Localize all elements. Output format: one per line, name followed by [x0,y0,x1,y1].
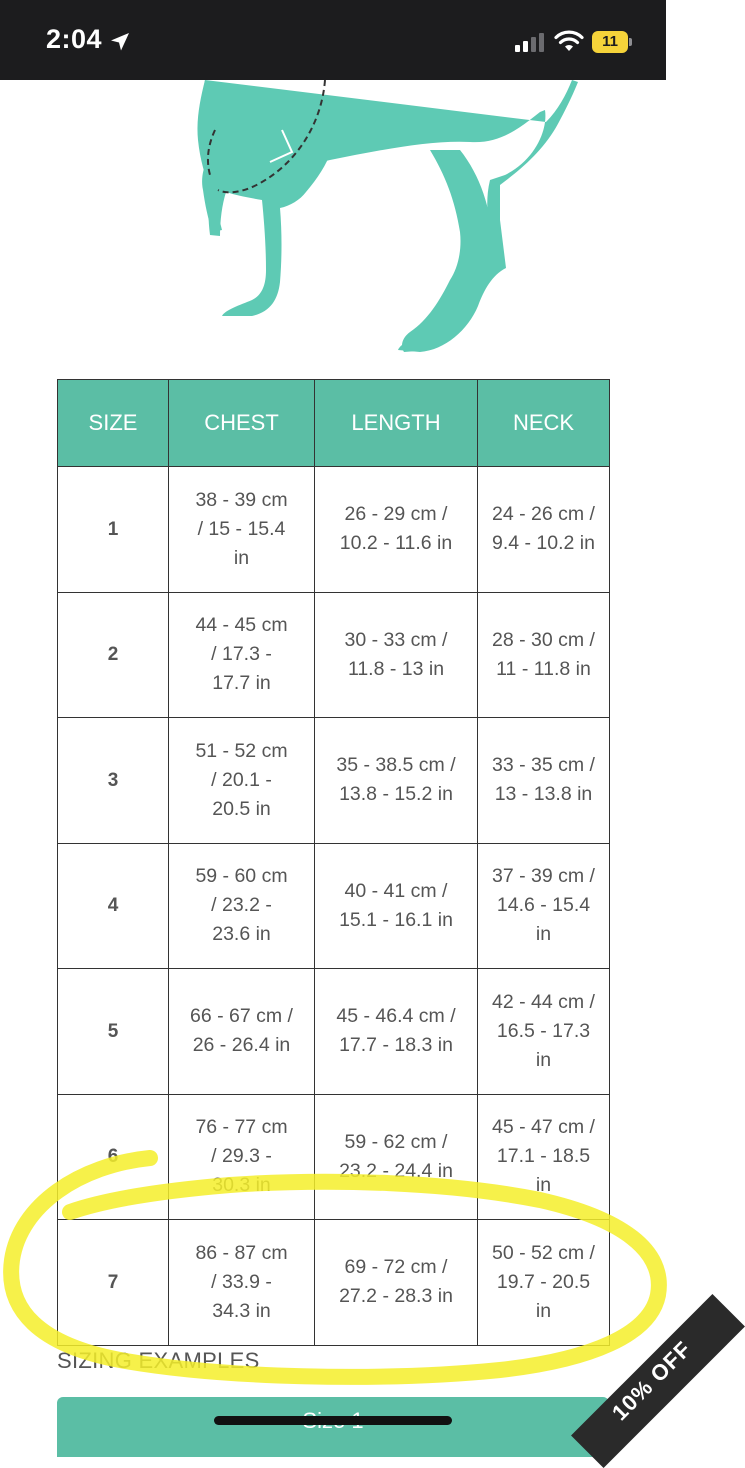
neck-value: 45 - 47 cm / 17.1 - 18.5 in [492,1116,595,1197]
size-cell: 5 [58,969,169,1095]
size-1-button[interactable] [57,1397,609,1457]
chest-value: 38 - 39 cm / 15 - 15.4 in [195,488,288,569]
chest-cell [169,969,315,1095]
header-size: SIZE [58,380,169,467]
header-chest: CHEST [169,380,315,467]
size-cell: 4 [58,843,169,969]
table-row [58,1220,610,1346]
size-chart-table [57,379,610,1346]
length-value: 40 - 41 cm / 15.1 - 16.1 in [339,879,453,931]
sizing-examples-heading: SIZING EXAMPLES [57,1348,260,1373]
status-time: 2:04 [46,24,103,54]
table-row [58,467,610,593]
length-value: 35 - 38.5 cm / 13.8 - 15.2 in [336,754,456,806]
chest-cell [169,1220,315,1346]
neck-cell [478,969,610,1095]
neck-value: 50 - 52 cm / 19.7 - 20.5 in [492,1241,595,1322]
neck-cell [478,718,610,844]
chest-cell [169,467,315,593]
header-neck: NECK [478,380,610,467]
discount-ribbon-text: 10% OFF [607,1336,697,1426]
neck-cell [478,592,610,718]
neck-value: 24 - 26 cm / 9.4 - 10.2 in [492,503,595,555]
length-cell [315,1094,478,1220]
chest-cell [169,843,315,969]
battery-level: 11 [602,33,618,50]
location-arrow-icon [108,30,132,54]
length-value: 26 - 29 cm / 10.2 - 11.6 in [339,503,453,555]
length-cell [315,843,478,969]
chest-value: 76 - 77 cm / 29.3 - 30.3 in [195,1116,288,1197]
size-cell: 7 [58,1220,169,1346]
status-bar [0,0,666,80]
wifi-icon [554,30,584,54]
length-cell [315,718,478,844]
table-row [58,843,610,969]
size-cell: 3 [58,718,169,844]
battery-charging-icon [592,31,632,53]
size-cell: 1 [58,467,169,593]
length-cell [315,1220,478,1346]
discount-ribbon[interactable] [540,1310,697,1440]
chest-value: 59 - 60 cm / 23.2 - 23.6 in [195,865,288,946]
chest-value: 44 - 45 cm / 17.3 - 17.7 in [195,614,288,695]
chest-cell [169,1094,315,1220]
table-row [58,1094,610,1220]
length-value: 69 - 72 cm / 27.2 - 28.3 in [339,1256,453,1308]
home-indicator[interactable] [214,1416,452,1425]
dog-silhouette-icon [0,80,666,370]
chest-cell [169,592,315,718]
size-cell: 2 [58,592,169,718]
length-value: 30 - 33 cm / 11.8 - 13 in [344,628,448,680]
neck-value: 33 - 35 cm / 13 - 13.8 in [492,754,595,806]
neck-cell [478,467,610,593]
cellular-signal-icon [514,32,548,52]
neck-cell [478,1094,610,1220]
table-row [58,592,610,718]
table-header-row [58,380,610,467]
length-value: 45 - 46.4 cm / 17.7 - 18.3 in [336,1005,456,1057]
size-cell: 6 [58,1094,169,1220]
neck-value: 37 - 39 cm / 14.6 - 15.4 in [492,865,595,946]
chest-cell [169,718,315,844]
table-row [58,718,610,844]
length-cell [315,592,478,718]
neck-value: 28 - 30 cm / 11 - 11.8 in [492,628,595,680]
neck-cell [478,843,610,969]
chest-value: 86 - 87 cm / 33.9 - 34.3 in [195,1241,288,1322]
length-value: 59 - 62 cm / 23.2 - 24.4 in [339,1130,453,1182]
length-cell [315,467,478,593]
table-row [58,969,610,1095]
header-length: LENGTH [315,380,478,467]
chest-value: 66 - 67 cm / 26 - 26.4 in [190,1005,293,1057]
chest-value: 51 - 52 cm / 20.1 - 20.5 in [195,739,288,820]
neck-value: 42 - 44 cm / 16.5 - 17.3 in [492,990,595,1071]
length-cell [315,969,478,1095]
